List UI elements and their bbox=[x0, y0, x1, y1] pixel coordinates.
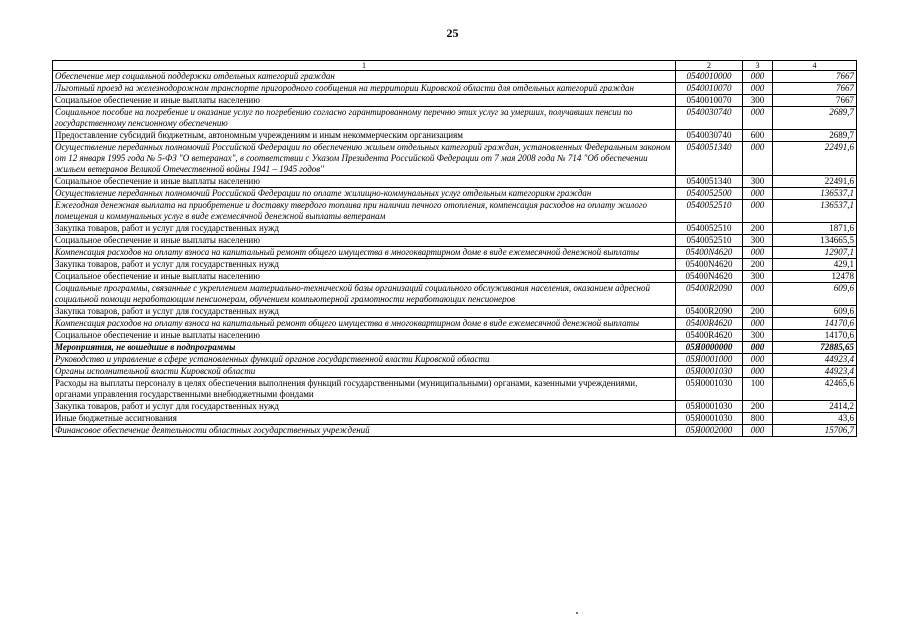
row-value: 43,6 bbox=[773, 413, 857, 425]
row-value: 7667 bbox=[773, 83, 857, 95]
row-name: Предоставление субсидий бюджетным, автономным учреждениям и иным некоммерческим организациям bbox=[53, 130, 676, 142]
row-value: 44923,4 bbox=[773, 354, 857, 366]
row-name: Компенсация расходов на оплату взноса на капитальный ремонт общего имущества в многоквартирном доме в виде ежемесячной денежной выплаты bbox=[53, 318, 676, 330]
row-value: 44923,4 bbox=[773, 366, 857, 378]
row-type: 300 bbox=[743, 176, 773, 188]
row-code: 05Я0002000 bbox=[676, 425, 743, 437]
row-name: Компенсация расходов на оплату взноса на капитальный ремонт общего имущества в многоквартирном доме в виде ежемесячной денежной выплаты bbox=[53, 247, 676, 259]
row-value: 7667 bbox=[773, 95, 857, 107]
table-row bbox=[53, 271, 857, 283]
row-type: 300 bbox=[743, 235, 773, 247]
row-code: 0540051340 bbox=[676, 176, 743, 188]
table-row bbox=[53, 95, 857, 107]
row-value: 1871,6 bbox=[773, 223, 857, 235]
row-code: 05400R4620 bbox=[676, 330, 743, 342]
row-name: Социальное обеспечение и иные выплаты населению bbox=[53, 330, 676, 342]
row-type: 600 bbox=[743, 130, 773, 142]
row-type: 000 bbox=[743, 71, 773, 83]
row-type: 000 bbox=[743, 283, 773, 306]
row-code: 0540010070 bbox=[676, 95, 743, 107]
row-name: Осуществление переданных полномочий Российской Федерации по оплате жилищно-коммунальных услуг отдельным категориям граждан bbox=[53, 188, 676, 200]
row-code: 0540010000 bbox=[676, 71, 743, 83]
table-row bbox=[53, 306, 857, 318]
table-row bbox=[53, 107, 857, 130]
row-type: 000 bbox=[743, 425, 773, 437]
row-code: 0540052510 bbox=[676, 223, 743, 235]
row-value: 7667 bbox=[773, 71, 857, 83]
row-type: 000 bbox=[743, 366, 773, 378]
row-value: 2414,2 bbox=[773, 401, 857, 413]
row-code: 05Я0000000 bbox=[676, 342, 743, 354]
row-type: 200 bbox=[743, 306, 773, 318]
table-row bbox=[53, 130, 857, 142]
table-row bbox=[53, 247, 857, 259]
table-row bbox=[53, 401, 857, 413]
header-col-3: 3 bbox=[743, 61, 773, 71]
table-row bbox=[53, 176, 857, 188]
row-name: Закупка товаров, работ и услуг для государственных нужд bbox=[53, 223, 676, 235]
table-row bbox=[53, 200, 857, 223]
row-type: 000 bbox=[743, 142, 773, 176]
header-col-4: 4 bbox=[773, 61, 857, 71]
row-value: 2689,7 bbox=[773, 107, 857, 130]
row-code: 0540052510 bbox=[676, 235, 743, 247]
row-type: 000 bbox=[743, 107, 773, 130]
row-code: 0540052500 bbox=[676, 188, 743, 200]
row-name: Социальное обеспечение и иные выплаты населению bbox=[53, 95, 676, 107]
row-code: 05400N4620 bbox=[676, 247, 743, 259]
row-name: Обеспечение мер социальной поддержки отдельных категорий граждан bbox=[53, 71, 676, 83]
row-type: 000 bbox=[743, 342, 773, 354]
row-type: 200 bbox=[743, 259, 773, 271]
row-name: Осуществление переданных полномочий Российской Федерации по обеспечению жильем отдельных категорий граждан, установленных Федеральным законом от 12 января 1995 года № 5-ФЗ "О ветеранах", в соответствии с Указом Президента Российской Федерации от 7 мая 2008 года № 714 "Об обеспечении жильем ветеранов Великой Отечественной войны 1941 – 1945 годов" bbox=[53, 142, 676, 176]
table-row bbox=[53, 83, 857, 95]
row-type: 000 bbox=[743, 247, 773, 259]
table-row bbox=[53, 378, 857, 401]
row-type: 300 bbox=[743, 330, 773, 342]
row-value: 2689,7 bbox=[773, 130, 857, 142]
row-name: Социальное обеспечение и иные выплаты населению bbox=[53, 176, 676, 188]
header-col-2: 2 bbox=[676, 61, 743, 71]
table-row bbox=[53, 425, 857, 437]
row-name: Закупка товаров, работ и услуг для государственных нужд bbox=[53, 401, 676, 413]
row-type: 800 bbox=[743, 413, 773, 425]
row-code: 0540051340 bbox=[676, 142, 743, 176]
table-header-row bbox=[53, 61, 857, 71]
row-code: 05Я0001030 bbox=[676, 378, 743, 401]
table-row bbox=[53, 366, 857, 378]
row-value: 609,6 bbox=[773, 283, 857, 306]
row-value: 12907,1 bbox=[773, 247, 857, 259]
row-name: Ежегодная денежная выплата на приобретение и доставку твердого топлива при наличии печного отопления, компенсация расходов на оплату жилого помещения и коммунальных услуг в виде ежемесячной денежной выплаты ветеранам bbox=[53, 200, 676, 223]
table-row bbox=[53, 413, 857, 425]
row-code: 0540030740 bbox=[676, 130, 743, 142]
row-name: Расходы на выплаты персоналу в целях обеспечения выполнения функций государственными (муниципальными) органами, казенными учреждениями, органами управления государственными внебюджетными фондами bbox=[53, 378, 676, 401]
row-name: Социальное обеспечение и иные выплаты населению bbox=[53, 235, 676, 247]
budget-table bbox=[52, 60, 857, 437]
row-code: 05400R2090 bbox=[676, 306, 743, 318]
row-code: 0540010070 bbox=[676, 83, 743, 95]
table-row bbox=[53, 342, 857, 354]
row-type: 200 bbox=[743, 223, 773, 235]
row-name: Закупка товаров, работ и услуг для государственных нужд bbox=[53, 259, 676, 271]
row-name: Социальное обеспечение и иные выплаты населению bbox=[53, 271, 676, 283]
row-type: 300 bbox=[743, 271, 773, 283]
row-value: 14170,6 bbox=[773, 318, 857, 330]
row-code: 05Я0001030 bbox=[676, 401, 743, 413]
row-code: 0540030740 bbox=[676, 107, 743, 130]
row-type: 000 bbox=[743, 318, 773, 330]
row-name: Иные бюджетные ассигнования bbox=[53, 413, 676, 425]
header-col-1: 1 bbox=[53, 61, 676, 71]
page-number: 25 bbox=[446, 26, 459, 40]
table-row bbox=[53, 283, 857, 306]
row-value: 72885,65 bbox=[773, 342, 857, 354]
scan-speck bbox=[576, 612, 578, 614]
row-value: 134665,5 bbox=[773, 235, 857, 247]
row-type: 000 bbox=[743, 188, 773, 200]
row-value: 609,6 bbox=[773, 306, 857, 318]
row-code: 05Я0001000 bbox=[676, 354, 743, 366]
row-type: 100 bbox=[743, 378, 773, 401]
row-type: 000 bbox=[743, 83, 773, 95]
row-name: Социальные программы, связанные с укреплением материально-технической базы организаций социального обслуживания населения, оказанием адресной социальной помощи неработающим пенсионерам, обучением компьютерной грамотности неработающих пенсионеров bbox=[53, 283, 676, 306]
row-code: 05400N4620 bbox=[676, 271, 743, 283]
row-value: 42465,6 bbox=[773, 378, 857, 401]
table-row bbox=[53, 354, 857, 366]
row-code: 05400N4620 bbox=[676, 259, 743, 271]
row-value: 12478 bbox=[773, 271, 857, 283]
row-code: 0540052510 bbox=[676, 200, 743, 223]
row-code: 05Я0001030 bbox=[676, 366, 743, 378]
row-code: 05400R2090 bbox=[676, 283, 743, 306]
row-name: Руководство и управление в сфере установленных функций органов государственной власти Кировской области bbox=[53, 354, 676, 366]
row-value: 136537,1 bbox=[773, 200, 857, 223]
table-row bbox=[53, 235, 857, 247]
row-code: 05Я0001030 bbox=[676, 413, 743, 425]
table-row bbox=[53, 259, 857, 271]
table-row bbox=[53, 318, 857, 330]
row-type: 000 bbox=[743, 200, 773, 223]
table-row bbox=[53, 71, 857, 83]
row-name: Льготный проезд на железнодорожном транспорте пригородного сообщения на территории Кировской области для отдельных категорий граждан bbox=[53, 83, 676, 95]
row-value: 22491,6 bbox=[773, 142, 857, 176]
table-row bbox=[53, 188, 857, 200]
row-value: 22491,6 bbox=[773, 176, 857, 188]
row-value: 15706,7 bbox=[773, 425, 857, 437]
row-value: 14170,6 bbox=[773, 330, 857, 342]
table-row bbox=[53, 330, 857, 342]
row-name: Социальное пособие на погребение и оказание услуг по погребению согласно гарантированному перечню этих услуг за умерших, получавших пенсии по государственному пенсионному обеспечению bbox=[53, 107, 676, 130]
row-value: 429,1 bbox=[773, 259, 857, 271]
row-type: 300 bbox=[743, 95, 773, 107]
row-code: 05400R4620 bbox=[676, 318, 743, 330]
row-type: 000 bbox=[743, 354, 773, 366]
table-row bbox=[53, 223, 857, 235]
table-row bbox=[53, 142, 857, 176]
row-name: Финансовое обеспечение деятельности областных государственных учреждений bbox=[53, 425, 676, 437]
row-type: 200 bbox=[743, 401, 773, 413]
row-name: Закупка товаров, работ и услуг для государственных нужд bbox=[53, 306, 676, 318]
row-name: Органы исполнительной власти Кировской области bbox=[53, 366, 676, 378]
row-value: 136537,1 bbox=[773, 188, 857, 200]
row-name: Мероприятия, не вошедшие в подпрограммы bbox=[53, 342, 676, 354]
